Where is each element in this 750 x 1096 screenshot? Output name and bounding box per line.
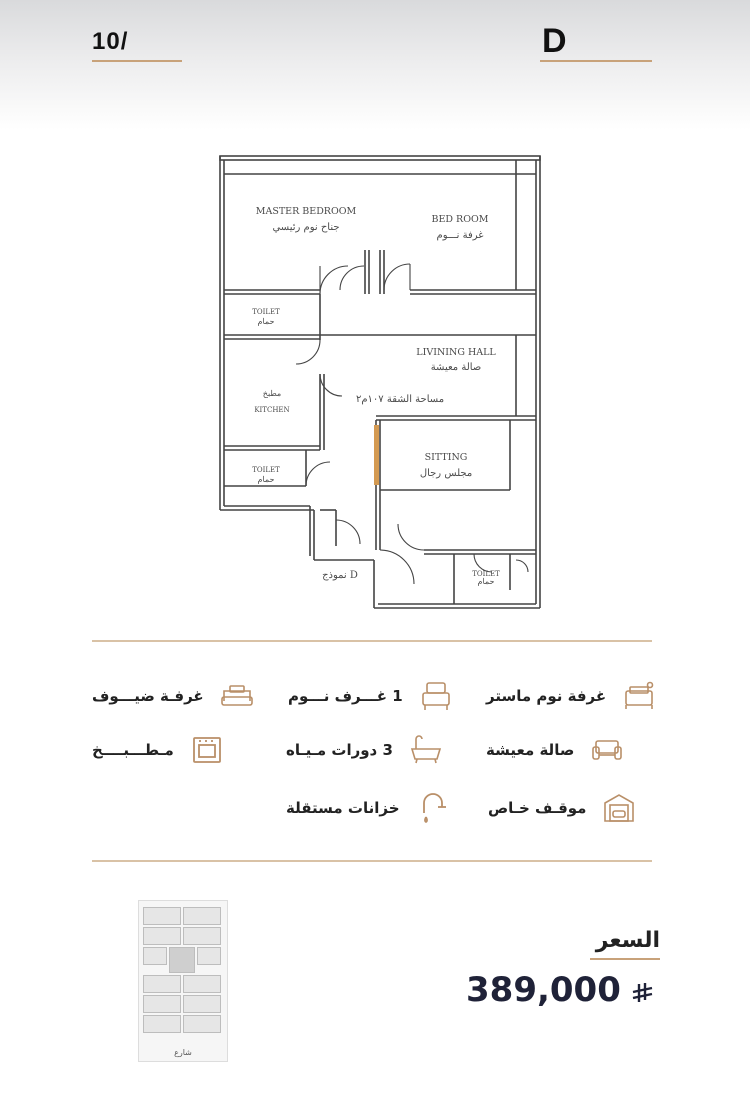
- feature-bathrooms: [286, 730, 445, 770]
- sitting-label-en: SITTING: [424, 452, 468, 463]
- toilet-1-label-ar: حمام: [257, 317, 275, 326]
- feature-label: خزانات مستقلة: [286, 799, 400, 817]
- bedroom-label-en: BED ROOM: [431, 214, 489, 225]
- street-caption: شارع: [174, 1048, 192, 1057]
- divider-bottom: [92, 860, 652, 862]
- bathtub-icon: [407, 731, 445, 769]
- feature-label: صالة معيشة: [486, 741, 575, 759]
- master-bedroom-label-ar: جناح نوم رئيسي: [272, 222, 340, 233]
- kitchen-label-ar: مطبخ: [262, 389, 282, 398]
- feature-guest-room: [92, 676, 256, 716]
- sitting-label-ar: مجلس رجال: [419, 468, 473, 479]
- kitchen-label-en: KITCHEN: [254, 406, 290, 414]
- model-label: نموذج D: [322, 570, 358, 581]
- building-layout-thumbnail: [138, 900, 228, 1062]
- price-value: 389,000: [466, 970, 621, 1010]
- living-hall-label-en: LIVINING HALL: [416, 347, 496, 358]
- header-band: [0, 0, 750, 130]
- feature-label: مـطـــبــــخ: [92, 741, 174, 759]
- divider-top: [92, 640, 652, 642]
- feature-living-room: [486, 730, 626, 770]
- header-rule-right: [540, 60, 652, 62]
- feature-water-tanks: [286, 788, 452, 828]
- feature-parking: [488, 788, 638, 828]
- feature-label: 3 دورات مـيـاه: [286, 741, 393, 759]
- model-letter: D: [542, 22, 567, 60]
- unit-number: 10/: [92, 28, 129, 55]
- floor-plan: [210, 150, 550, 610]
- sofa-icon: [588, 731, 626, 769]
- toilet-3-label-en: TOILET: [472, 570, 500, 578]
- feature-label: 1 غـــرف نـــوم: [288, 687, 403, 705]
- bed-icon: [417, 677, 455, 715]
- toilet-2-label-ar: حمام: [257, 475, 275, 484]
- feature-label: موقـف خـاص: [488, 799, 587, 817]
- feature-master-bedroom: [486, 676, 658, 716]
- water-tank-icon: [414, 789, 452, 827]
- toilet-2-label-en: TOILET: [252, 466, 280, 474]
- feature-label: غرفة نوم ماستر: [486, 687, 607, 705]
- apartment-area-label: مساحة الشقة ١٠٧م٢: [355, 394, 445, 405]
- header-rule-left: [92, 60, 182, 62]
- price-label: السعر: [595, 928, 660, 953]
- living-hall-label-ar: صالة معيشة: [430, 362, 482, 373]
- guest-room-icon: [218, 677, 256, 715]
- toilet-3-label-ar: حمام: [477, 577, 495, 586]
- feature-label: غرفـة ضيـــوف: [92, 687, 204, 705]
- master-bedroom-icon: [620, 677, 658, 715]
- riyal-icon: [630, 980, 656, 1006]
- bedroom-label-ar: غرفة نـــوم: [436, 230, 484, 241]
- feature-bedrooms: [288, 676, 455, 716]
- toilet-1-label-en: TOILET: [252, 308, 280, 316]
- price-rule: [590, 958, 660, 960]
- master-bedroom-label-en: MASTER BEDROOM: [255, 206, 357, 217]
- garage-icon: [600, 789, 638, 827]
- kitchen-icon: [188, 731, 226, 769]
- feature-kitchen: [92, 730, 226, 770]
- floor-plan-drawing: [210, 150, 550, 610]
